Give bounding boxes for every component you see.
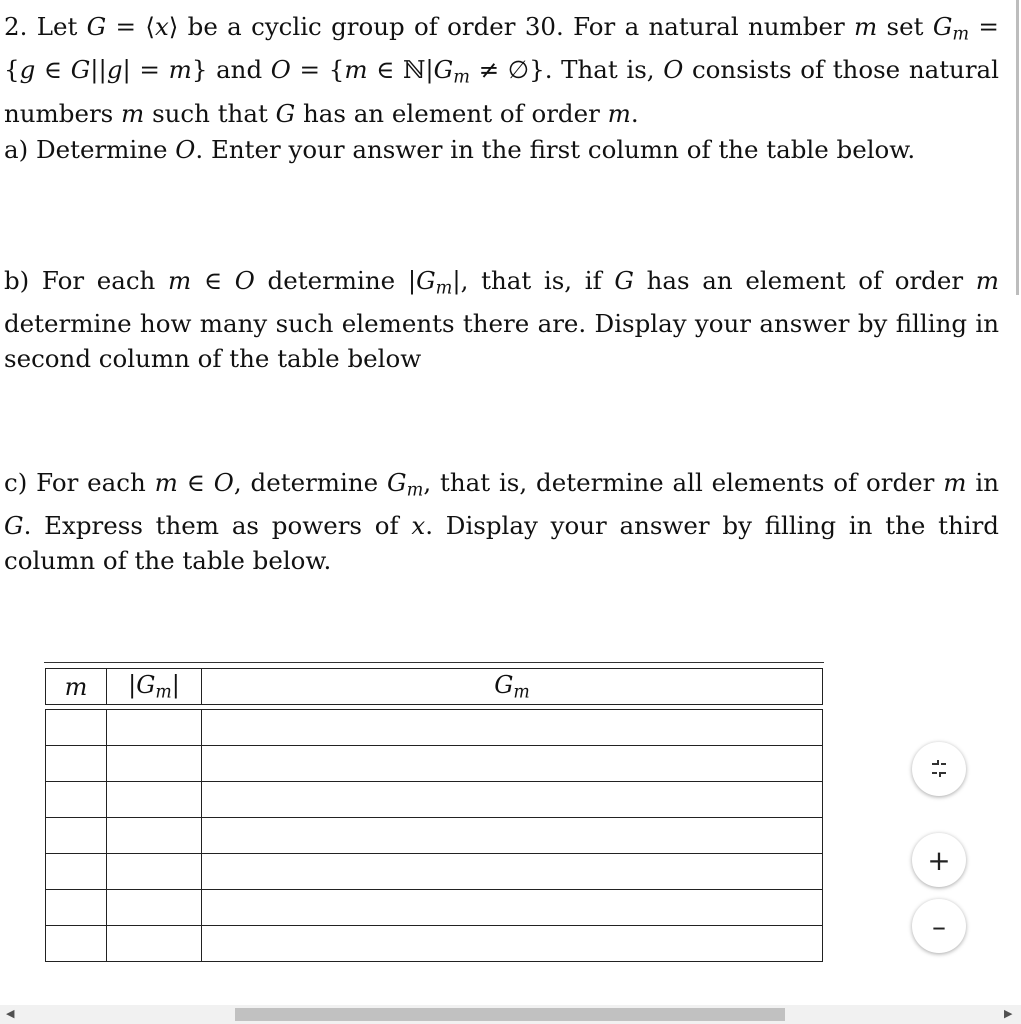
cell-count[interactable] <box>107 782 202 818</box>
table-row <box>46 890 823 926</box>
cell-elements[interactable] <box>202 782 823 818</box>
table-row <box>46 926 823 962</box>
cell-elements[interactable] <box>202 854 823 890</box>
zoom-out-button[interactable] <box>912 899 966 953</box>
minus-icon: – <box>932 909 946 943</box>
table-row <box>46 746 823 782</box>
part-b-question: b) For each m ∈ O determine $|G_m|$, that is, if G has an element of order m determine how many such elements there are. Display your answer by filling in second column of the table below <box>4 266 999 374</box>
horizontal-scrollbar[interactable] <box>0 1005 1021 1024</box>
scroll-right-icon[interactable]: ▶ <box>1004 1007 1013 1020</box>
table-top-rule <box>44 662 824 663</box>
cell-count[interactable] <box>107 926 202 962</box>
cell-elements[interactable] <box>202 926 823 962</box>
cell-count[interactable] <box>107 746 202 782</box>
split-icon <box>928 758 950 780</box>
header-elements: $G_m$ <box>202 669 823 705</box>
split-view-button[interactable] <box>912 742 966 796</box>
scrollbar-thumb[interactable] <box>235 1008 785 1021</box>
plus-icon: + <box>927 843 951 877</box>
cell-m[interactable] <box>46 926 107 962</box>
problem-intro: 2. Let G = ⟨x⟩ be a cyclic group of order 30. For a natural number m set $G_m = \{g$ ∈ G||g| = m} and O = {m ∈ $ℕ|G_m$ ≠ ∅}. That is, O consists of those natural numbers m such that G has an element of order m. <box>4 12 999 128</box>
scroll-left-icon[interactable]: ◀ <box>6 1007 15 1020</box>
answer-table <box>45 668 823 962</box>
table-row <box>46 782 823 818</box>
cell-m[interactable] <box>46 854 107 890</box>
page-edge-divider <box>1016 0 1019 295</box>
table-header-row <box>46 669 823 705</box>
cell-count[interactable] <box>107 854 202 890</box>
table-row <box>46 818 823 854</box>
cell-m[interactable] <box>46 710 107 746</box>
part-a-question: a) Determine O. Enter your answer in the first column of the table below. <box>4 135 916 164</box>
cell-m[interactable] <box>46 890 107 926</box>
cell-m[interactable] <box>46 782 107 818</box>
cell-m[interactable] <box>46 746 107 782</box>
zoom-in-button[interactable] <box>912 833 966 887</box>
table-row <box>46 854 823 890</box>
cell-elements[interactable] <box>202 710 823 746</box>
cell-count[interactable] <box>107 710 202 746</box>
cell-count[interactable] <box>107 818 202 854</box>
cell-elements[interactable] <box>202 818 823 854</box>
part-c-question: c) For each m ∈ O, determine $G_m$, that is, determine all elements of order m in G. Express them as powers of x. Display your answer by filling in the third column of the table below. <box>4 468 999 576</box>
header-count: $|G_m|$ <box>107 669 202 705</box>
table-row <box>46 710 823 746</box>
cell-m[interactable] <box>46 818 107 854</box>
cell-count[interactable] <box>107 890 202 926</box>
header-m: m <box>46 669 107 705</box>
cell-elements[interactable] <box>202 890 823 926</box>
cell-elements[interactable] <box>202 746 823 782</box>
